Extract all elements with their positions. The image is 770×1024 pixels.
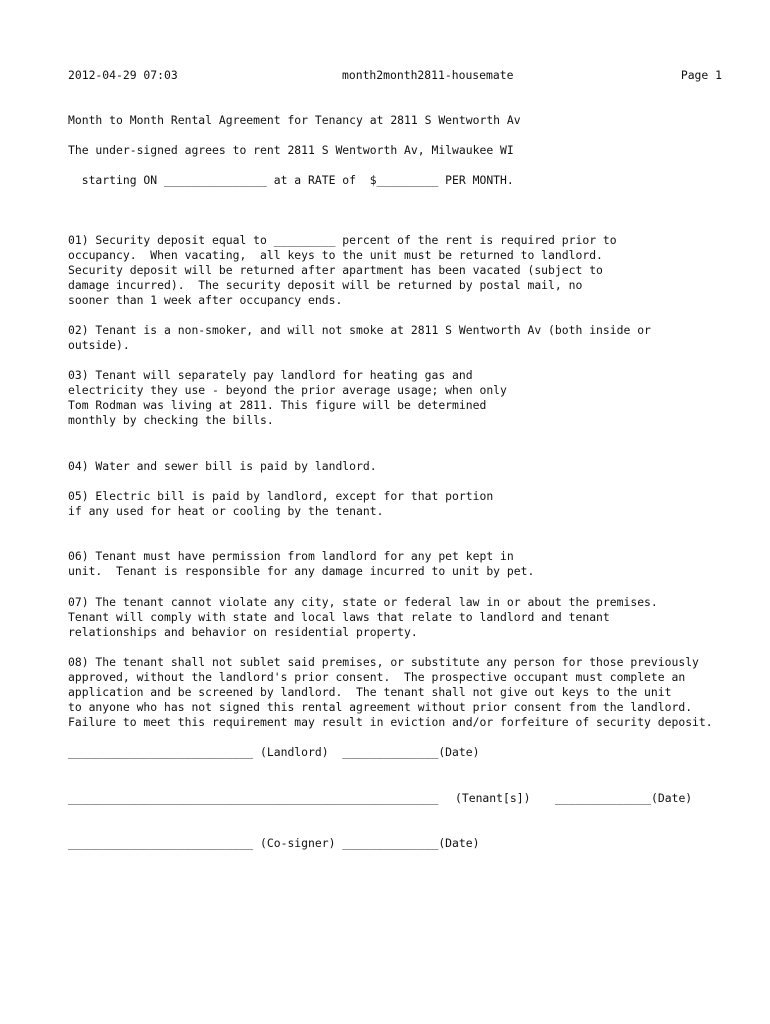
clause-02: 02) Tenant is a non-smoker, and will not smoke at 2811 S Wentworth Av (both inside or outside). — [68, 323, 651, 352]
tenant-date-line: ______________(Date) — [555, 791, 693, 805]
page-header — [68, 68, 722, 83]
clause-05: 05) Electric bill is paid by landlord, except for that portion if any used for heat or cooling by the tenant. — [68, 489, 494, 518]
agreement-title: Month to Month Rental Agreement for Tenancy at 2811 S Wentworth Av — [68, 113, 521, 127]
landlord-signature-line: ___________________________ (Landlord) ______________(Date) — [68, 745, 480, 759]
header-filename: month2month2811-housemate — [342, 68, 514, 82]
header-timestamp: 2012-04-29 07:03 — [68, 68, 178, 82]
clause-04: 04) Water and sewer bill is paid by landlord. — [68, 459, 377, 473]
intro-line-1: The under-signed agrees to rent 2811 S Wentworth Av, Milwaukee WI — [68, 143, 514, 157]
intro-line-2: starting ON _______________ at a RATE of $_________ PER MONTH. — [68, 173, 514, 187]
header-page-number: Page 1 — [680, 68, 722, 82]
clause-03: 03) Tenant will separately pay landlord for heating gas and electricity they use - beyond the prior average usage; when only Tom Rodman was living at 2811. This figure will be determined monthly by checking the bills. — [68, 368, 507, 427]
tenant-signature-label: (Tenant[s]) — [455, 791, 531, 805]
clause-08: 08) The tenant shall not sublet said premises, or substitute any person for those previously approved, without the landlord's prior consent. The prospective occupant must complete an application and be screened by landlord. The tenant shall not give out keys to the unit to anyone who has not signed this rental agreement without prior consent from the landlord. Failure to meet this requirement may result in eviction and/or forfeiture of security deposit. — [68, 655, 713, 729]
tenant-signature-line: ______________________________________________________ — [68, 791, 439, 805]
clause-06: 06) Tenant must have permission from landlord for any pet kept in unit. Tenant is responsible for any damage incurred to unit by pet. — [68, 549, 535, 578]
clause-07: 07) The tenant cannot violate any city, state or federal law in or about the premises. Tenant will comply with state and local laws that relate to landlord and tenant relationships and behavior on residential property. — [68, 595, 658, 639]
cosigner-signature-line: ___________________________ (Co-signer) ______________(Date) — [68, 836, 480, 850]
clause-01: 01) Security deposit equal to _________ percent of the rent is required prior to occupancy. When vacating, all keys to the unit must be returned to landlord. Security deposit will be returned after apartment has been vacated (subject to damage incurred). The security deposit will be returned by postal mail, no sooner than 1 week after occupancy ends. — [68, 233, 617, 307]
